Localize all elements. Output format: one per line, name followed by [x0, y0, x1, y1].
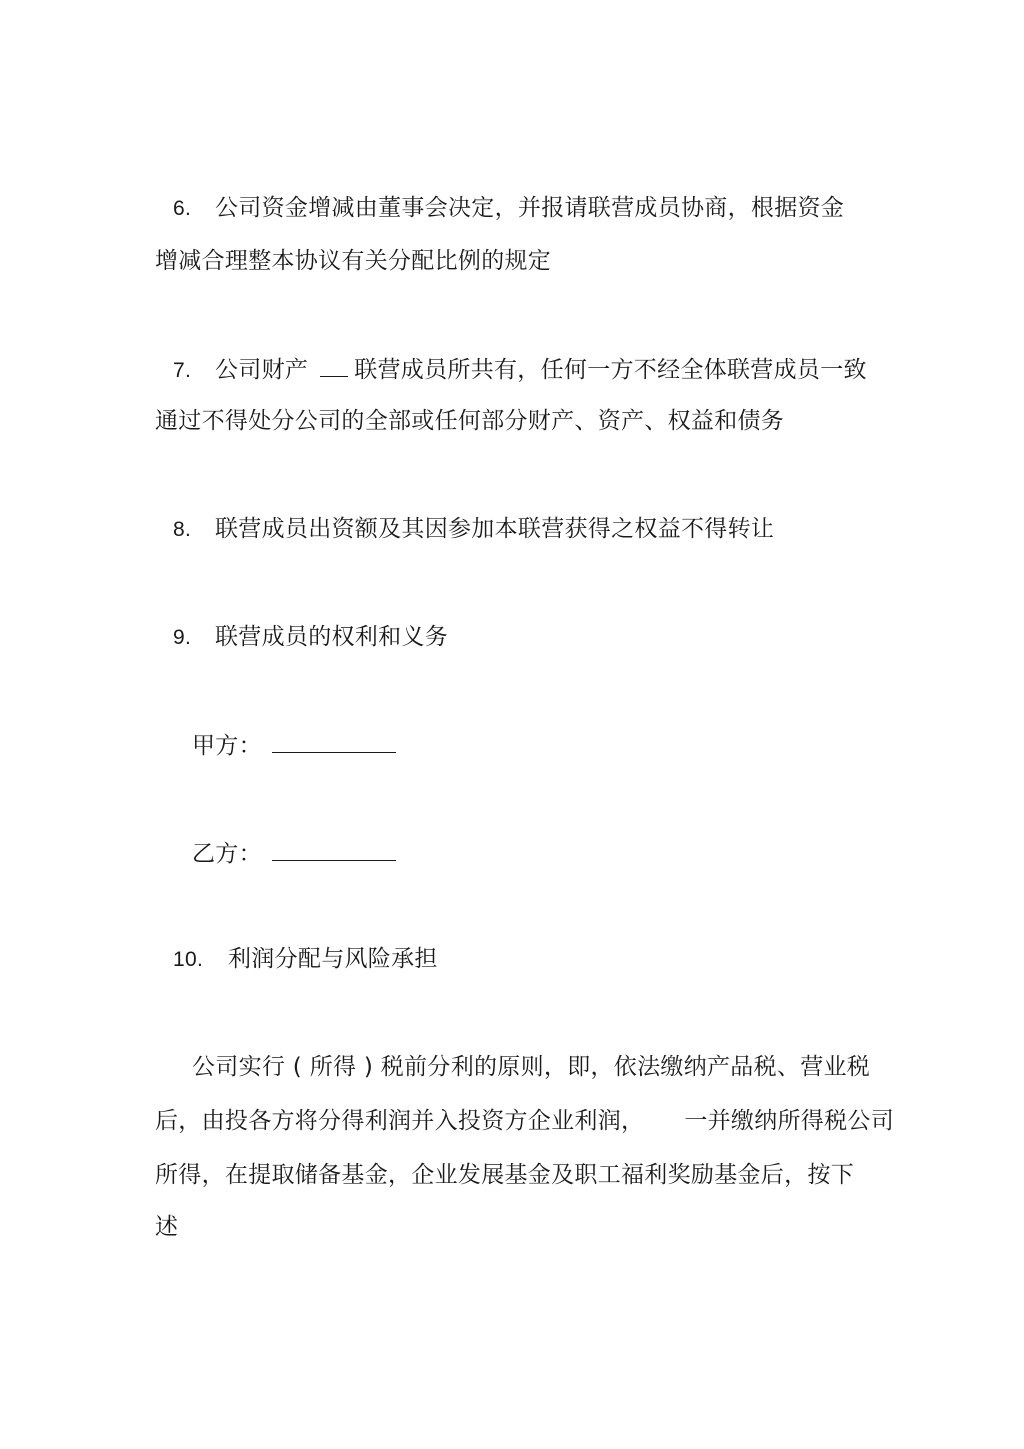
item-9-number: 9.	[173, 626, 192, 649]
party-a-line	[192, 730, 396, 761]
paragraph-text-2a: 后，由投各方将分得利润并入投资方企业利润，	[155, 1108, 645, 1134]
party-b-signature-blank	[272, 838, 396, 861]
item-10-number: 10.	[173, 948, 204, 971]
party-a-label: 甲方：	[192, 733, 262, 759]
item-7-text-2: 通过不得处分公司的全部或任何部分财产、资产、权益和债务	[155, 408, 785, 434]
paragraph-line-1	[192, 1052, 870, 1082]
item-7-line-1	[173, 354, 867, 386]
item-7-text-1a: 公司财产	[215, 357, 309, 383]
item-8-line	[173, 514, 774, 545]
party-b-line	[192, 838, 396, 869]
item-6-text-2: 增减合理整本协议有关分配比例的规定	[155, 248, 552, 274]
party-a-signature-blank	[272, 730, 396, 753]
item-8-number: 8.	[173, 518, 192, 541]
item-7-blank	[320, 354, 348, 377]
item-6-line-2	[155, 246, 551, 276]
item-8-text: 联营成员出资额及其因参加本联营获得之权益不得转让	[215, 516, 775, 542]
item-9-text: 联营成员的权利和义务	[215, 624, 448, 650]
paragraph-line-2	[155, 1106, 894, 1136]
item-10-line	[173, 944, 438, 975]
party-b-label: 乙方：	[192, 841, 262, 867]
item-7-text-1b: 联营成员所共有，任何一方不经全体联营成员一致	[354, 357, 867, 383]
item-10-text: 利润分配与风险承担	[228, 946, 438, 972]
item-6-number: 6.	[173, 197, 192, 220]
item-7-line-2	[155, 406, 784, 436]
paragraph-text-4: 述	[155, 1214, 179, 1240]
paragraph-text-3: 所得，在提取储备基金，企业发展基金及职工福利奖励基金后，按下	[155, 1162, 854, 1188]
paragraph-text-1: 公司实行 ( 所得 ) 税前分利的原则，即，依法缴纳产品税、营业税	[192, 1054, 871, 1080]
item-7-number: 7.	[173, 359, 192, 382]
item-6-text-1: 公司资金增减由董事会决定，并报请联营成员协商，根据资金	[215, 195, 845, 221]
paragraph-line-3	[155, 1160, 854, 1190]
paragraph-line-4	[155, 1212, 178, 1242]
item-9-line	[173, 622, 448, 653]
paragraph-text-2b: 一并缴纳所得税公司	[684, 1108, 895, 1134]
item-6-line-1	[173, 193, 844, 224]
